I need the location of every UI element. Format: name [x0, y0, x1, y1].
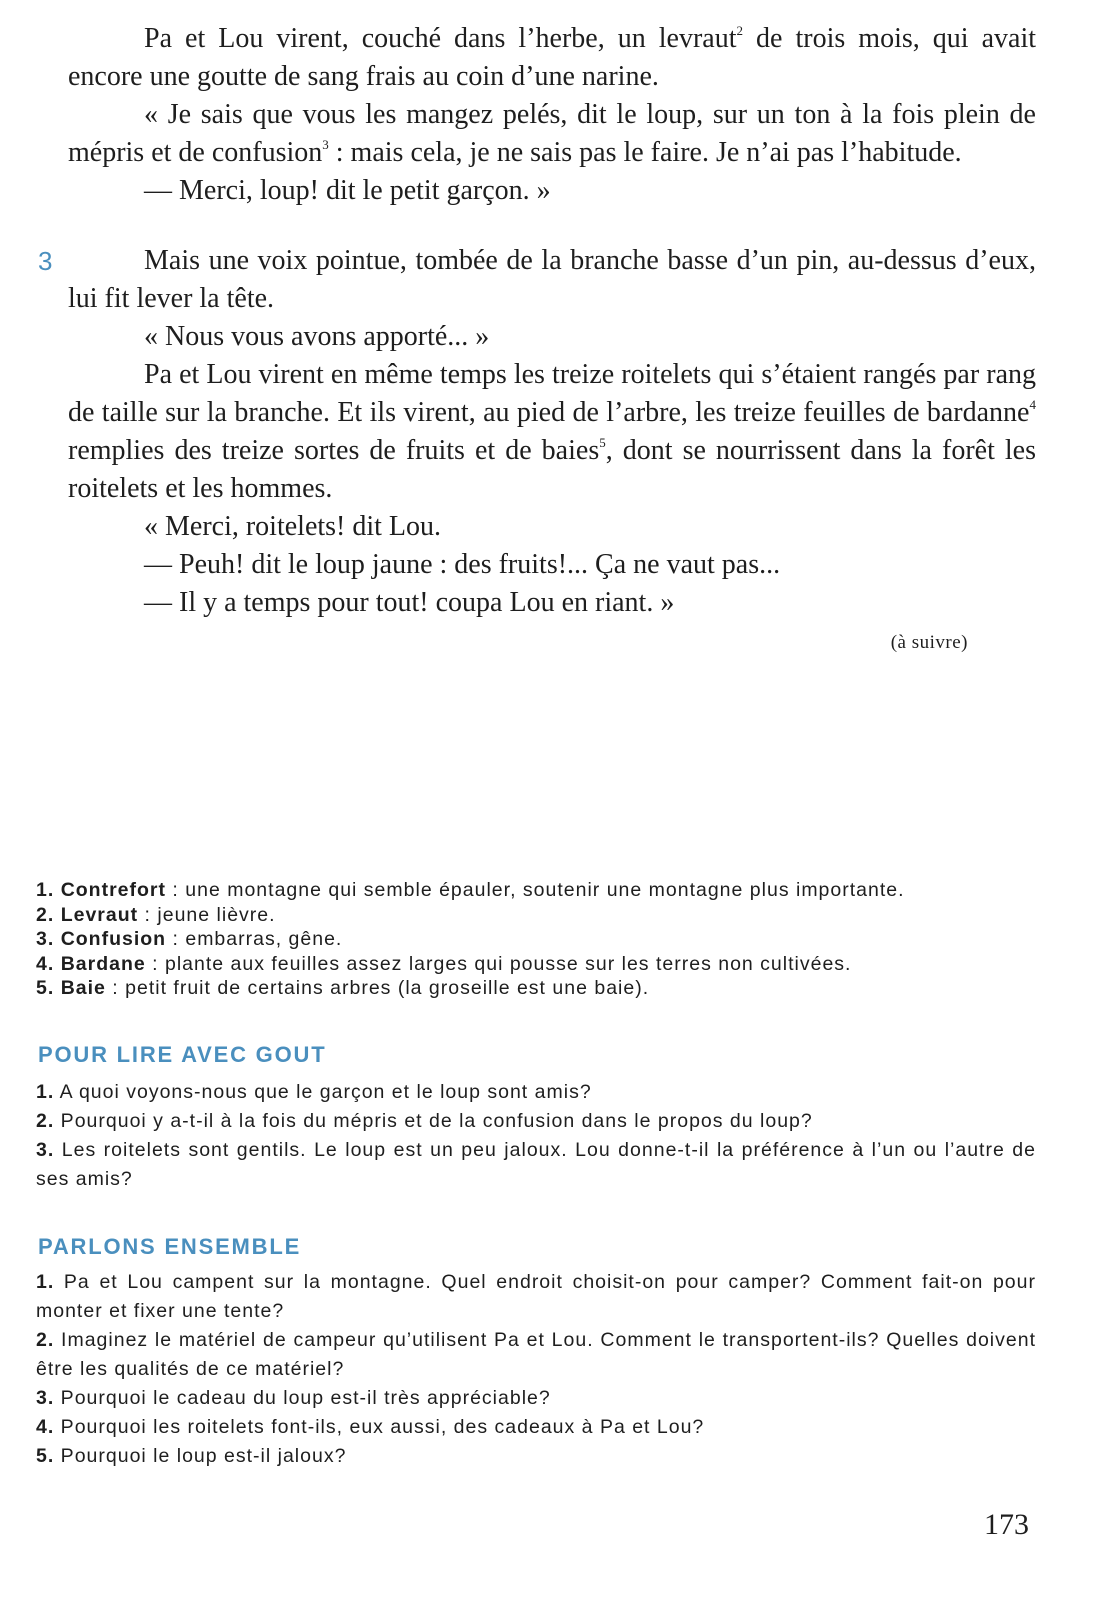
footnote-number: 2. — [36, 903, 55, 926]
question-item — [36, 1413, 1036, 1442]
footnote-item — [36, 927, 1046, 952]
footnotes — [36, 878, 1046, 1001]
question-number: 1. — [36, 1271, 55, 1293]
footnote-number: 3. — [36, 928, 55, 950]
footnote-item — [36, 976, 1046, 1001]
question-item — [36, 1078, 1036, 1107]
question-text: Pa et Lou campent sur la montagne. Quel endroit choisit-on pour camper? Comment fait-on pour monter et fixer une tente? — [36, 1271, 1036, 1322]
question-number: 4. — [36, 1416, 55, 1438]
footnote-ref: 2 — [736, 23, 743, 38]
footnote-term: Baie — [60, 977, 106, 999]
question-item — [36, 1136, 1036, 1194]
story-paragraph — [68, 20, 1036, 96]
footnote-definition: : embarras, gêne. — [166, 928, 343, 950]
footnote-ref: 3 — [322, 137, 329, 152]
question-item — [36, 1326, 1036, 1384]
story-paragraph — [68, 96, 1036, 172]
story-text — [38, 20, 1037, 662]
question-number: 3. — [36, 1139, 55, 1161]
footnote-ref: 4 — [1029, 397, 1036, 412]
footnote-definition: : petit fruit de certains arbres (la groseille est une baie). — [105, 977, 650, 999]
question-number: 2. — [36, 1110, 55, 1132]
footnote-item — [36, 903, 1046, 928]
story-paragraph: « Merci, roitelets! dit Lou. — [144, 511, 442, 542]
question-item — [36, 1107, 1036, 1136]
footnote-item — [36, 878, 1046, 903]
footnote-number: 1. — [36, 879, 55, 901]
footnote-definition: : jeune lièvre. — [138, 903, 276, 926]
footnote-ref: 5 — [599, 435, 606, 450]
question-number: 3. — [36, 1387, 55, 1409]
story-text-span: Pa et Lou virent, couché dans l’herbe, un levraut — [144, 23, 737, 54]
footnote-term: Contrefort — [60, 879, 167, 901]
section-number: 3 — [38, 246, 53, 276]
page-number: 173 — [984, 1508, 1029, 1541]
footnote-number: 4. — [36, 952, 55, 975]
footnote-term: Levraut — [60, 903, 139, 926]
story-text-span: de trois mois, qui avait encore une goutte de sang frais au coin d’une narine. — [68, 23, 1037, 92]
question-item — [36, 1268, 1036, 1326]
section-heading-parlons: PARLONS ENSEMBLE — [38, 1234, 302, 1259]
section-heading-pour-lire: POUR LIRE AVEC GOUT — [38, 1042, 327, 1067]
footnote-term: Bardane — [60, 952, 146, 975]
question-number: 1. — [36, 1081, 55, 1103]
story-paragraph: — Merci, loup! dit le petit garçon. » — [144, 175, 551, 206]
story-paragraph: Mais une voix pointue, tombée de la branche basse d’un pin, au-dessus d’eux, lui fit lever la tête. — [68, 245, 1036, 314]
footnote-number: 5. — [36, 977, 55, 999]
story-paragraph — [68, 356, 1036, 508]
question-text: Pourquoi les roitelets font-ils, eux aussi, des cadeaux à Pa et Lou? — [54, 1416, 705, 1438]
story-paragraph: — Il y a temps pour tout! coupa Lou en riant. » — [144, 587, 675, 618]
question-item — [36, 1384, 1036, 1413]
question-item — [36, 1442, 1036, 1471]
footnote-definition: : plante aux feuilles assez larges qui pousse sur les terres non cultivées. — [145, 952, 852, 975]
question-text: A quoi voyons-nous que le garçon et le loup sont amis? — [54, 1081, 592, 1103]
story-text-span: Pa et Lou virent en même temps les treize roitelets qui s’étaient rangés par rang de taille sur la branche. Et ils virent, au pied de l’arbre, les treize feuilles de bardanne — [68, 359, 1036, 428]
story-paragraph: — Peuh! dit le loup jaune : des fruits!... Ça ne vaut pas... — [144, 549, 781, 580]
question-list-parlons — [36, 1268, 1036, 1471]
question-number: 2. — [36, 1329, 55, 1351]
story-text-span: « Je sais que vous les mangez pelés, dit le loup, sur un ton à la fois plein de mépris et de confusion — [68, 99, 1036, 168]
story-text-span: remplies des treize sortes de fruits et de baies — [68, 435, 600, 466]
question-list-pour-lire — [36, 1078, 1036, 1194]
question-number: 5. — [36, 1445, 55, 1467]
footnote-item — [36, 952, 1046, 977]
story-paragraph: « Nous vous avons apporté... » — [144, 321, 490, 352]
footnote-term: Confusion — [60, 928, 167, 950]
question-text: Pourquoi le cadeau du loup est-il très appréciable? — [54, 1387, 551, 1409]
story-text-span: , dont se nourrissent dans la forêt les roitelets et les hommes. — [68, 435, 1036, 504]
question-text: Les roitelets sont gentils. Le loup est un peu jaloux. Lou donne-t-il la préférence à l’un ou l’autre de ses amis? — [36, 1139, 1036, 1190]
question-text: Pourquoi le loup est-il jaloux? — [54, 1445, 347, 1467]
footnote-definition: : une montagne qui semble épauler, soutenir une montagne plus importante. — [166, 879, 905, 901]
question-text: Pourquoi y a-t-il à la fois du mépris et de la confusion dans le propos du loup? — [54, 1110, 813, 1132]
to-be-continued: (à suivre) — [890, 632, 968, 653]
question-text: Imaginez le matériel de campeur qu’utilisent Pa et Lou. Comment le transportent-ils? Quelles doivent être les qualités de ce matériel? — [36, 1329, 1036, 1380]
story-text-span: : mais cela, je ne sais pas le faire. Je n’ai pas l’habitude. — [328, 137, 962, 168]
